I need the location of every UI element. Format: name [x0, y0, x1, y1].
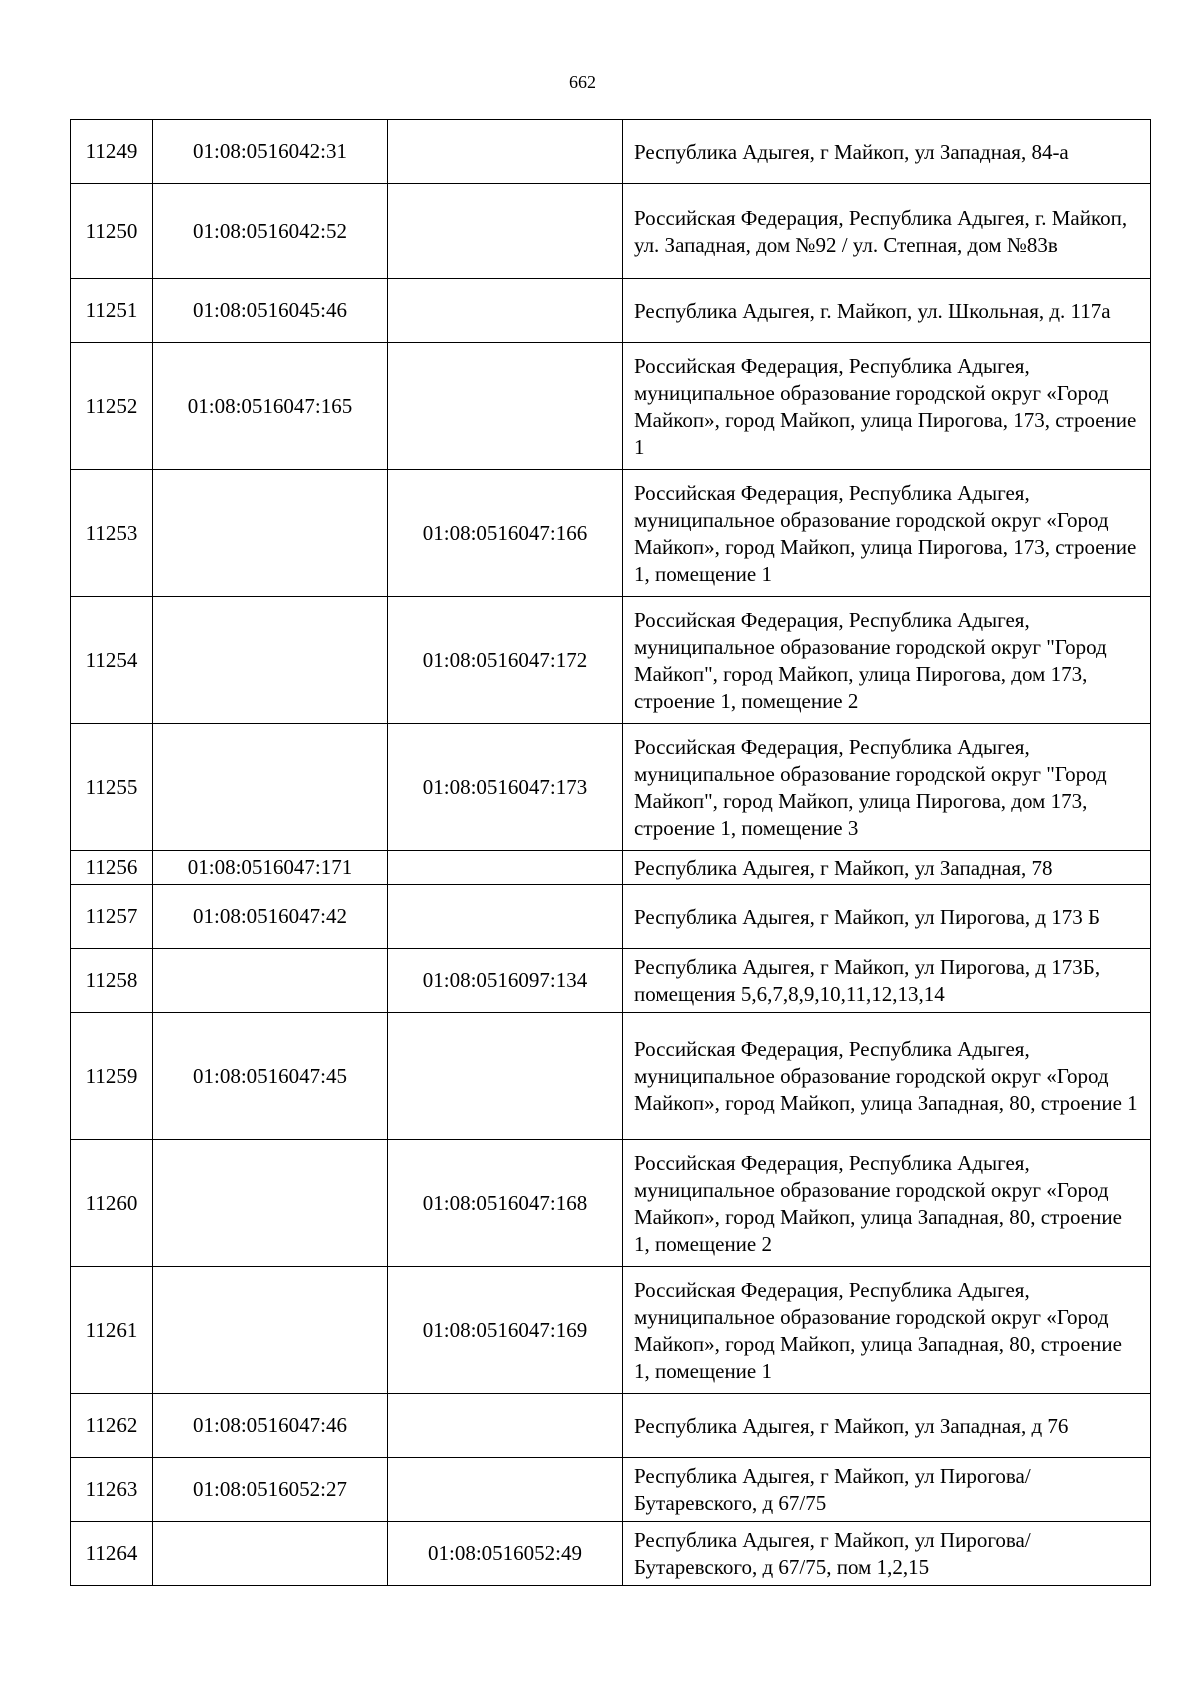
table-row: [71, 120, 1151, 184]
row-number: 11260: [71, 1140, 153, 1267]
building-cadastral-number: [388, 885, 623, 949]
land-cadastral-number: 01:08:0516047:46: [153, 1394, 388, 1458]
land-cadastral-number: 01:08:0516047:42: [153, 885, 388, 949]
address: Республика Адыгея, г Майкоп, ул Западная, 78: [623, 851, 1151, 885]
land-cadastral-number: 01:08:0516047:171: [153, 851, 388, 885]
land-cadastral-number: 01:08:0516045:46: [153, 279, 388, 343]
land-cadastral-number: [153, 949, 388, 1013]
row-number: 11263: [71, 1458, 153, 1522]
table-row: [71, 851, 1151, 885]
table-row: [71, 597, 1151, 724]
address: Республика Адыгея, г Майкоп, ул Пирогова/Бутаревского, д 67/75: [623, 1458, 1151, 1522]
row-number: 11249: [71, 120, 153, 184]
address: Российская Федерация, Республика Адыгея, муниципальное образование городской округ «Город Майкоп», город Майкоп, улица Пирогова, 173, строение 1: [623, 343, 1151, 470]
row-number: 11259: [71, 1013, 153, 1140]
building-cadastral-number: 01:08:0516047:172: [388, 597, 623, 724]
land-cadastral-number: [153, 1267, 388, 1394]
building-cadastral-number: 01:08:0516047:173: [388, 724, 623, 851]
address: Республика Адыгея, г Майкоп, ул Пирогова, д 173 Б: [623, 885, 1151, 949]
table-row: [71, 1522, 1151, 1586]
land-cadastral-number: 01:08:0516047:45: [153, 1013, 388, 1140]
land-cadastral-number: [153, 1522, 388, 1586]
address: Российская Федерация, Республика Адыгея, муниципальное образование городской округ "Город Майкоп", город Майкоп, улица Пирогова, дом 173, строение 1, помещение 3: [623, 724, 1151, 851]
building-cadastral-number: 01:08:0516052:49: [388, 1522, 623, 1586]
table-row: [71, 1140, 1151, 1267]
address: Российская Федерация, Республика Адыгея, муниципальное образование городской округ «Город Майкоп», город Майкоп, улица Западная, 80, строение 1, помещение 2: [623, 1140, 1151, 1267]
land-cadastral-number: 01:08:0516042:31: [153, 120, 388, 184]
land-cadastral-number: 01:08:0516047:165: [153, 343, 388, 470]
table-row: [71, 724, 1151, 851]
land-cadastral-number: [153, 1140, 388, 1267]
land-cadastral-number: [153, 724, 388, 851]
registry-table: [70, 119, 1151, 1586]
address: Российская Федерация, Республика Адыгея, муниципальное образование городской округ «Город Майкоп», город Майкоп, улица Пирогова, 173, строение 1, помещение 1: [623, 470, 1151, 597]
table-row: [71, 885, 1151, 949]
address: Республика Адыгея, г Майкоп, ул Пирогова, д 173Б, помещения 5,6,7,8,9,10,11,12,13,14: [623, 949, 1151, 1013]
row-number: 11262: [71, 1394, 153, 1458]
land-cadastral-number: [153, 470, 388, 597]
building-cadastral-number: [388, 279, 623, 343]
table-row: [71, 470, 1151, 597]
address: Республика Адыгея, г Майкоп, ул Западная, 84-а: [623, 120, 1151, 184]
building-cadastral-number: 01:08:0516047:166: [388, 470, 623, 597]
building-cadastral-number: [388, 1013, 623, 1140]
table-row: [71, 1458, 1151, 1522]
building-cadastral-number: [388, 1458, 623, 1522]
building-cadastral-number: 01:08:0516097:134: [388, 949, 623, 1013]
address: Российская Федерация, Республика Адыгея, г. Майкоп, ул. Западная, дом №92 / ул. Степная, дом №83в: [623, 184, 1151, 279]
table-row: [71, 1394, 1151, 1458]
building-cadastral-number: [388, 343, 623, 470]
table-row: [71, 184, 1151, 279]
row-number: 11253: [71, 470, 153, 597]
table-row: [71, 949, 1151, 1013]
row-number: 11250: [71, 184, 153, 279]
row-number: 11261: [71, 1267, 153, 1394]
address: Республика Адыгея, г Майкоп, ул Пирогова/Бутаревского, д 67/75, пом 1,2,15: [623, 1522, 1151, 1586]
address: Республика Адыгея, г Майкоп, ул Западная, д 76: [623, 1394, 1151, 1458]
address: Республика Адыгея, г. Майкоп, ул. Школьная, д. 117а: [623, 279, 1151, 343]
row-number: 11252: [71, 343, 153, 470]
address: Российская Федерация, Республика Адыгея, муниципальное образование городской округ "Город Майкоп", город Майкоп, улица Пирогова, дом 173, строение 1, помещение 2: [623, 597, 1151, 724]
building-cadastral-number: [388, 184, 623, 279]
building-cadastral-number: 01:08:0516047:168: [388, 1140, 623, 1267]
address: Российская Федерация, Республика Адыгея, муниципальное образование городской округ «Город Майкоп», город Майкоп, улица Западная, 80, строение 1, помещение 1: [623, 1267, 1151, 1394]
building-cadastral-number: 01:08:0516047:169: [388, 1267, 623, 1394]
land-cadastral-number: 01:08:0516052:27: [153, 1458, 388, 1522]
building-cadastral-number: [388, 851, 623, 885]
land-cadastral-number: [153, 597, 388, 724]
row-number: 11254: [71, 597, 153, 724]
table-row: [71, 279, 1151, 343]
table-row: [71, 343, 1151, 470]
table-row: [71, 1267, 1151, 1394]
row-number: 11258: [71, 949, 153, 1013]
row-number: 11251: [71, 279, 153, 343]
land-cadastral-number: 01:08:0516042:52: [153, 184, 388, 279]
row-number: 11255: [71, 724, 153, 851]
page-number: 662: [569, 72, 596, 92]
building-cadastral-number: [388, 1394, 623, 1458]
building-cadastral-number: [388, 120, 623, 184]
row-number: 11256: [71, 851, 153, 885]
row-number: 11264: [71, 1522, 153, 1586]
address: Российская Федерация, Республика Адыгея, муниципальное образование городской округ «Город Майкоп», город Майкоп, улица Западная, 80, строение 1: [623, 1013, 1151, 1140]
row-number: 11257: [71, 885, 153, 949]
table-row: [71, 1013, 1151, 1140]
